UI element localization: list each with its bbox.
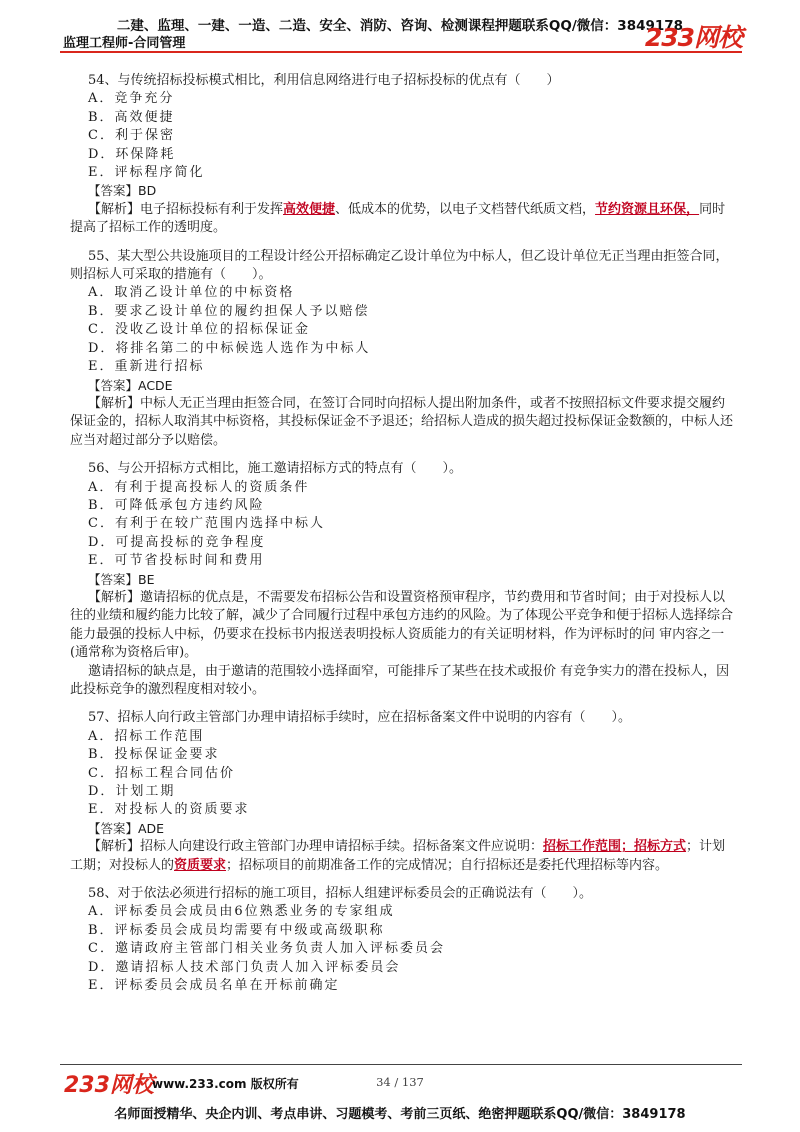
option-a: A．竞争充分 bbox=[88, 91, 175, 107]
answer-label: 【答案】BD bbox=[88, 183, 157, 199]
option-b: B．可降低承包方违约风险 bbox=[88, 497, 265, 513]
header-banner: 二建、监理、一建、一造、二造、安全、消防、咨询、检测课程押题联系QQ/微信：3849178 bbox=[116, 18, 684, 34]
option-c: C．招标工程合同估价 bbox=[88, 765, 235, 781]
analysis-suffix: 同时提高了招标工作的透明度。 bbox=[70, 201, 726, 236]
analysis-suffix: ；招标项目的前期准备工作的完成情况；自行招标还是委托代理招标等内容。 bbox=[226, 857, 669, 873]
question-stem: 56、与公开招标方式相比，施工邀请招标方式的特点有（ ）。 bbox=[88, 461, 463, 477]
option-b: B．高效便捷 bbox=[88, 109, 175, 125]
footer-divider bbox=[60, 1064, 742, 1065]
footer-banner: 名师面授精华、央企内训、考点串讲、习题模考、考前三页纸、绝密押题联系QQ/微信：3849178 bbox=[114, 1107, 686, 1122]
analysis-prefix: 【解析】电子招标投标有利于发挥 bbox=[88, 201, 284, 217]
highlight-keyword: 招标工作范围；招标方式 bbox=[543, 839, 687, 855]
highlight-keyword: 节约资源且环保， bbox=[595, 201, 700, 217]
analysis-text: 【解析】邀请招标的优点是，不需要发布招标公告和设置资格预审程序，节约费用和节省时间；由于对投标人以往的业绩和履约能力比较了解，减少了合同履行过程中承包方违约的风险。为了体现公平竞争和便于招标人选择综合能力最强的投标人中标，仍要求在投标书内报送表明投标人资质能力的有关证明材料，作为评标时的问 审内容之一(通常称为资格后审)。 bbox=[70, 589, 734, 661]
answer-label: 【答案】ACDE bbox=[88, 377, 173, 393]
analysis-text: 【解析】中标人无正当理由拒签合同，在签订合同时向招标人提出附加条件，或者不按照招标文件要求提交履约保证金的，招标人取消其中标资格，其投标保证金不予退还；给招标人造成的损失超过投标保证金数额的，中标人还应当对超过部分予以赔偿。 bbox=[70, 395, 734, 448]
option-d: D．将排名第二的中标候选人选作为中标人 bbox=[88, 340, 371, 356]
option-d: D．邀请招标人技术部门负责人加入评标委员会 bbox=[88, 959, 401, 975]
option-d: D．环保降耗 bbox=[88, 146, 176, 162]
option-a: A．评标委员会成员由6位熟悉业务的专家组成 bbox=[88, 904, 395, 920]
option-e: E．可节省投标时间和费用 bbox=[88, 553, 265, 569]
question-stem: 55、某大型公共设施项目的工程设计经公开招标确定乙设计单位为中标人，但乙设计单位无正当理由拒签合同，则招标人可采取的措施有（ ）。 bbox=[70, 248, 729, 283]
question-57 bbox=[70, 709, 734, 875]
analysis-text bbox=[70, 201, 734, 238]
option-d: D．可提高投标的竞争程度 bbox=[88, 534, 266, 550]
option-a: A．取消乙设计单位的中标资格 bbox=[88, 285, 295, 301]
document-subtitle: 监理工程师-合同管理 bbox=[63, 36, 186, 51]
analysis-paragraph: 邀请招标的缺点是，由于邀请的范围较小选择面窄，可能排斥了某些在技术或报价 有竞争实力的潜在投标人，因此投标竞争的激烈程度相对较小。 bbox=[70, 663, 730, 697]
option-e: E．对投标人的资质要求 bbox=[88, 802, 250, 818]
option-d: D．计划工期 bbox=[88, 784, 176, 800]
brand-logo: 233网校 bbox=[644, 23, 742, 52]
option-b: B．要求乙设计单位的履约担保人予以赔偿 bbox=[88, 303, 370, 319]
question-55 bbox=[70, 248, 734, 450]
question-58 bbox=[70, 885, 734, 995]
header-divider bbox=[60, 51, 742, 53]
analysis-mid: ；计划工期；对投标人的 bbox=[70, 839, 726, 873]
option-c: C．利于保密 bbox=[88, 128, 175, 144]
analysis-prefix: 【解析】招标人向建设行政主管部门办理申请招标手续。招标备案文件应说明： bbox=[88, 839, 544, 855]
option-e: E．重新进行招标 bbox=[88, 359, 205, 375]
question-stem: 54、与传统招标投标模式相比，利用信息网络进行电子招标投标的优点有（ ） bbox=[88, 73, 560, 88]
option-c: C．邀请政府主管部门相关业务负责人加入评标委员会 bbox=[88, 941, 445, 957]
highlight-keyword: 资质要求 bbox=[174, 857, 227, 873]
analysis-mid: 、低成本的优势，以电子文档替代纸质文档， bbox=[335, 201, 596, 217]
option-c: C．有利于在较广范围内选择中标人 bbox=[88, 516, 325, 532]
question-54 bbox=[70, 72, 734, 238]
option-a: A．招标工作范围 bbox=[88, 728, 205, 744]
footer-logo: 233网校 bbox=[64, 1073, 154, 1098]
question-stem: 58、对于依法必须进行招标的施工项目，招标人组建评标委员会的正确说法有（ ）。 bbox=[88, 886, 593, 902]
question-stem: 57、招标人向行政主管部门办理申请招标手续时，应在招标备案文件中说明的内容有（ ）。 bbox=[88, 710, 632, 726]
analysis-text bbox=[70, 838, 734, 875]
option-e: E．评标程序简化 bbox=[88, 165, 205, 181]
answer-label: 【答案】BE bbox=[88, 571, 155, 587]
highlight-keyword: 高效便捷 bbox=[283, 201, 336, 217]
page-number: 34 / 137 bbox=[376, 1075, 424, 1089]
question-56 bbox=[70, 460, 734, 699]
option-b: B．投标保证金要求 bbox=[88, 747, 220, 763]
option-c: C．没收乙设计单位的招标保证金 bbox=[88, 322, 310, 338]
option-a: A．有利于提高投标人的资质条件 bbox=[88, 479, 310, 495]
document-body bbox=[70, 72, 734, 1006]
answer-label: 【答案】ADE bbox=[88, 820, 165, 836]
footer-site-link[interactable]: www.233.com 版权所有 bbox=[152, 1077, 299, 1091]
option-b: B．评标委员会成员均需要有中级或高级职称 bbox=[88, 922, 385, 938]
option-e: E．评标委员会成员名单在开标前确定 bbox=[88, 978, 340, 994]
